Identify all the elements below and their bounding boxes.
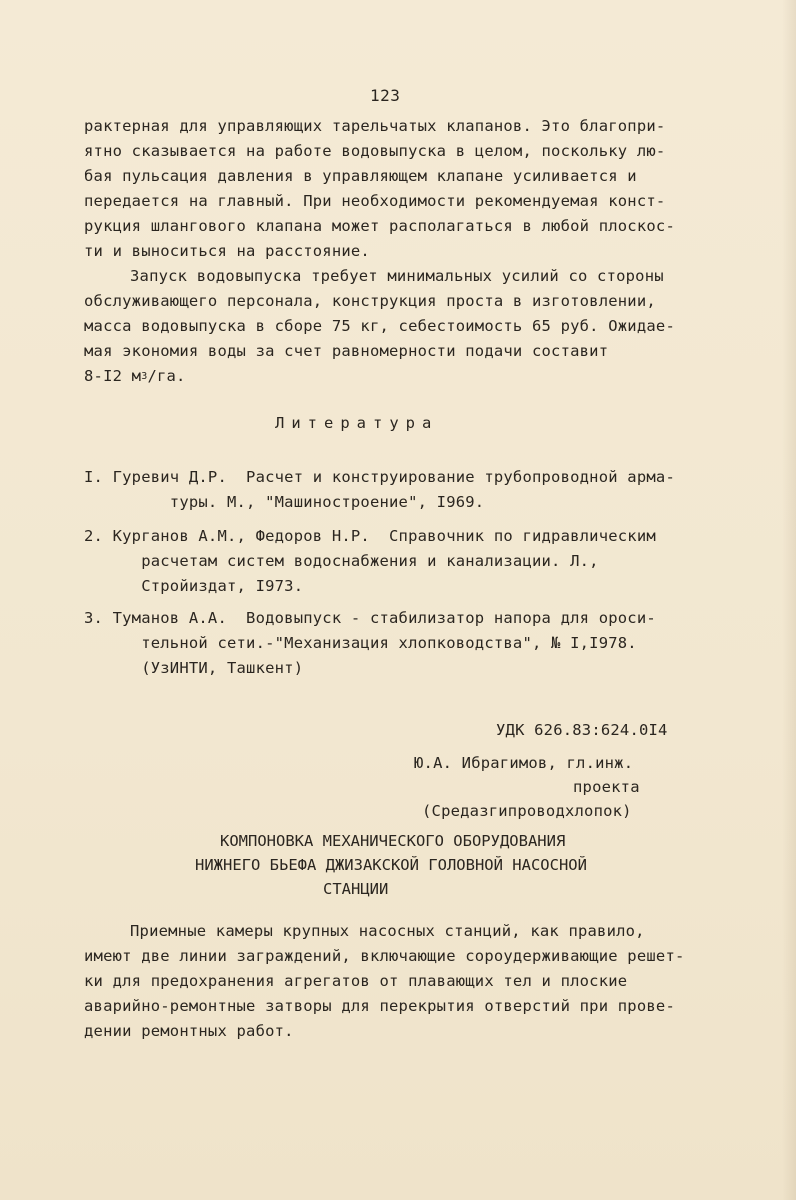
text-fragment: /га.	[147, 367, 186, 385]
reference-line: I. Гуревич Д.Р. Расчет и конструирование трубопроводной арма-	[84, 468, 675, 486]
text-fragment: 8-I2 м	[84, 367, 142, 385]
text-line: рактерная для управляющих тарельчатых клапанов. Это благопри-	[84, 117, 666, 135]
text-line: бая пульсация давления в управляющем клапане усиливается и	[84, 167, 637, 185]
author-role: проекта	[573, 778, 640, 796]
text-line: масса водовыпуска в сборе 75 кг, себестоимость 65 руб. Ожидае-	[84, 317, 675, 335]
reference-line: 2. Курганов А.М., Федоров Н.Р. Справочник по гидравлическим	[84, 527, 656, 545]
reference-line: расчетам систем водоснабжения и канализации. Л.,	[84, 552, 599, 570]
article-title-line: КОМПОНОВКА МЕХАНИЧЕСКОГО ОБОРУДОВАНИЯ	[220, 832, 566, 850]
page-edge-shadow	[782, 0, 796, 1200]
reference-line: туры. М., "Машиностроение", I969.	[84, 493, 485, 511]
text-line: аварийно-ремонтные затворы для перекрытия отверстий при прове-	[84, 997, 675, 1015]
text-line-with-superscript	[84, 367, 186, 388]
reference-line: тельной сети.-"Механизация хлопководства", № I,I978.	[84, 634, 637, 652]
author-name: Ю.А. Ибрагимов, гл.инж.	[414, 754, 634, 772]
reference-line: Стройиздат, I973.	[84, 577, 304, 595]
udc-code: УДК 626.83:624.0I4	[496, 721, 668, 739]
text-line: рукция шлангового клапана может располагаться в любой плоскос-	[84, 217, 675, 235]
text-line: обслуживающего персонала, конструкция проста в изготовлении,	[84, 292, 656, 310]
text-line: имеют две линии заграждений, включающие сороудерживающие решет-	[84, 947, 685, 965]
text-line: дении ремонтных работ.	[84, 1022, 294, 1040]
text-line: ти и выноситься на расстояние.	[84, 242, 370, 260]
page-number: 123	[370, 86, 401, 105]
text-line: Приемные камеры крупных насосных станций, как правило,	[130, 922, 645, 940]
superscript: 3	[141, 371, 148, 382]
text-line: Запуск водовыпуска требует минимальных усилий со стороны	[130, 267, 664, 285]
article-title-line: НИЖНЕГО БЬЕФА ДЖИЗАКСКОЙ ГОЛОВНОЙ НАСОСНОЙ	[195, 856, 587, 874]
text-line: ки для предохранения агрегатов от плавающих тел и плоские	[84, 972, 628, 990]
author-organization: (Средазгипроводхлопок)	[422, 802, 632, 820]
text-line: передается на главный. При необходимости рекомендуемая конст-	[84, 192, 666, 210]
literature-heading: Литература	[275, 414, 439, 432]
text-line: мая экономия воды за счет равномерности подачи составит	[84, 342, 609, 360]
reference-line: (УзИНТИ, Ташкент)	[84, 659, 304, 677]
reference-line: 3. Туманов А.А. Водовыпуск - стабилизатор напора для ороси-	[84, 609, 656, 627]
article-title-line: СТАНЦИИ	[323, 880, 389, 898]
text-line: ятно сказывается на работе водовыпуска в целом, поскольку лю-	[84, 142, 666, 160]
